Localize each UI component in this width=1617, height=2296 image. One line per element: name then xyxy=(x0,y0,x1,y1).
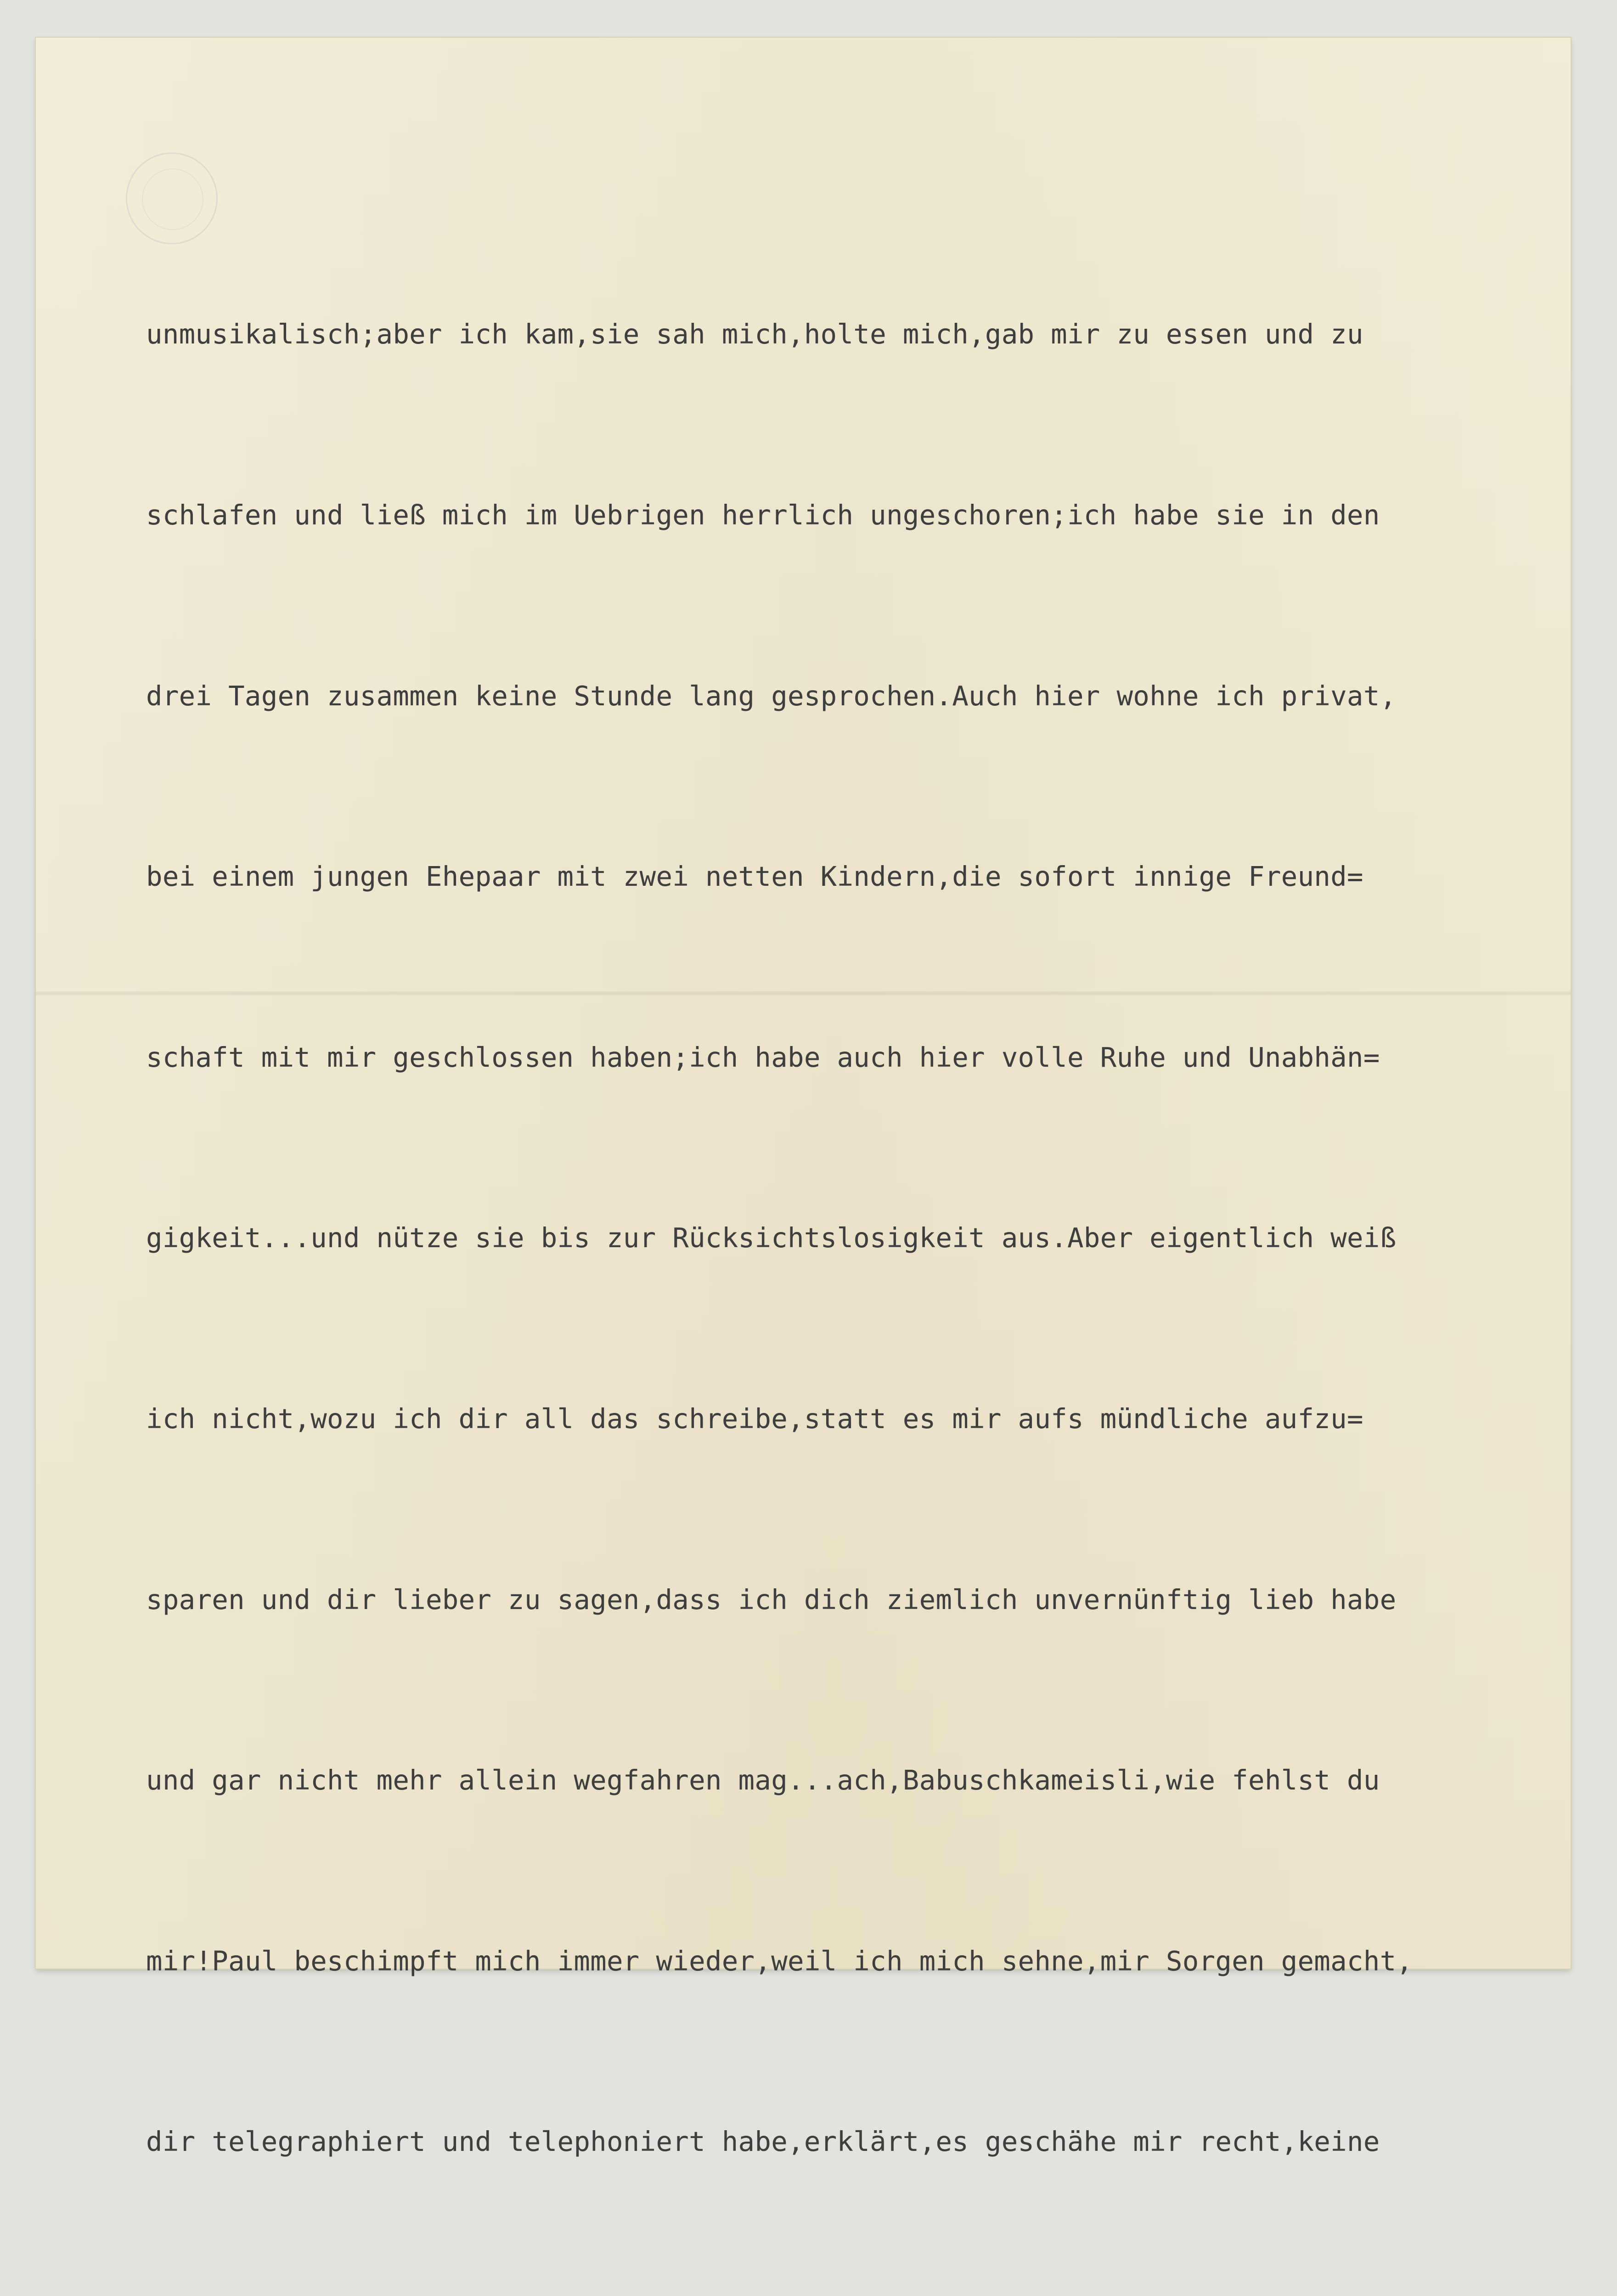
letter-line: unmusikalisch;aber ich kam,sie sah mich,holte mich,gab mir zu essen und zu xyxy=(146,318,1363,350)
letter-line: ich nicht,wozu ich dir all das schreibe,statt es mir aufs mündliche aufzu= xyxy=(146,1402,1363,1435)
typed-letter-text xyxy=(146,184,1524,2296)
letter-line: sparen und dir lieber zu sagen,dass ich dich ziemlich unvernünftig lieb habe xyxy=(146,1583,1397,1615)
letter-line: schaft mit mir geschlossen haben;ich habe auch hier volle Ruhe und Unabhän= xyxy=(146,1041,1380,1073)
letter-line: mir!Paul beschimpft mich immer wieder,weil ich mich sehne,mir Sorgen gemacht, xyxy=(146,1945,1413,1977)
letter-line: dir telegraphiert und telephoniert habe,erklärt,es geschähe mir recht,keine xyxy=(146,2126,1380,2158)
letter-line: schlafen und ließ mich im Uebrigen herrlich ungeschoren;ich habe sie in den xyxy=(146,499,1380,531)
letter-line: gigkeit...und nütze sie bis zur Rücksichtslosigkeit aus.Aber eigentlich weiß xyxy=(146,1222,1397,1254)
letter-line: drei Tagen zusammen keine Stunde lang gesprochen.Auch hier wohne ich privat, xyxy=(146,680,1397,712)
letter-line xyxy=(146,2292,1524,2296)
letter-line: und gar nicht mehr allein wegfahren mag...ach,Babuschkameisli,wie fehlst du xyxy=(146,1764,1380,1796)
letter-line: bei einem jungen Ehepaar mit zwei netten Kindern,die sofort innige Freund= xyxy=(146,861,1363,893)
letter-page xyxy=(36,38,1571,2158)
